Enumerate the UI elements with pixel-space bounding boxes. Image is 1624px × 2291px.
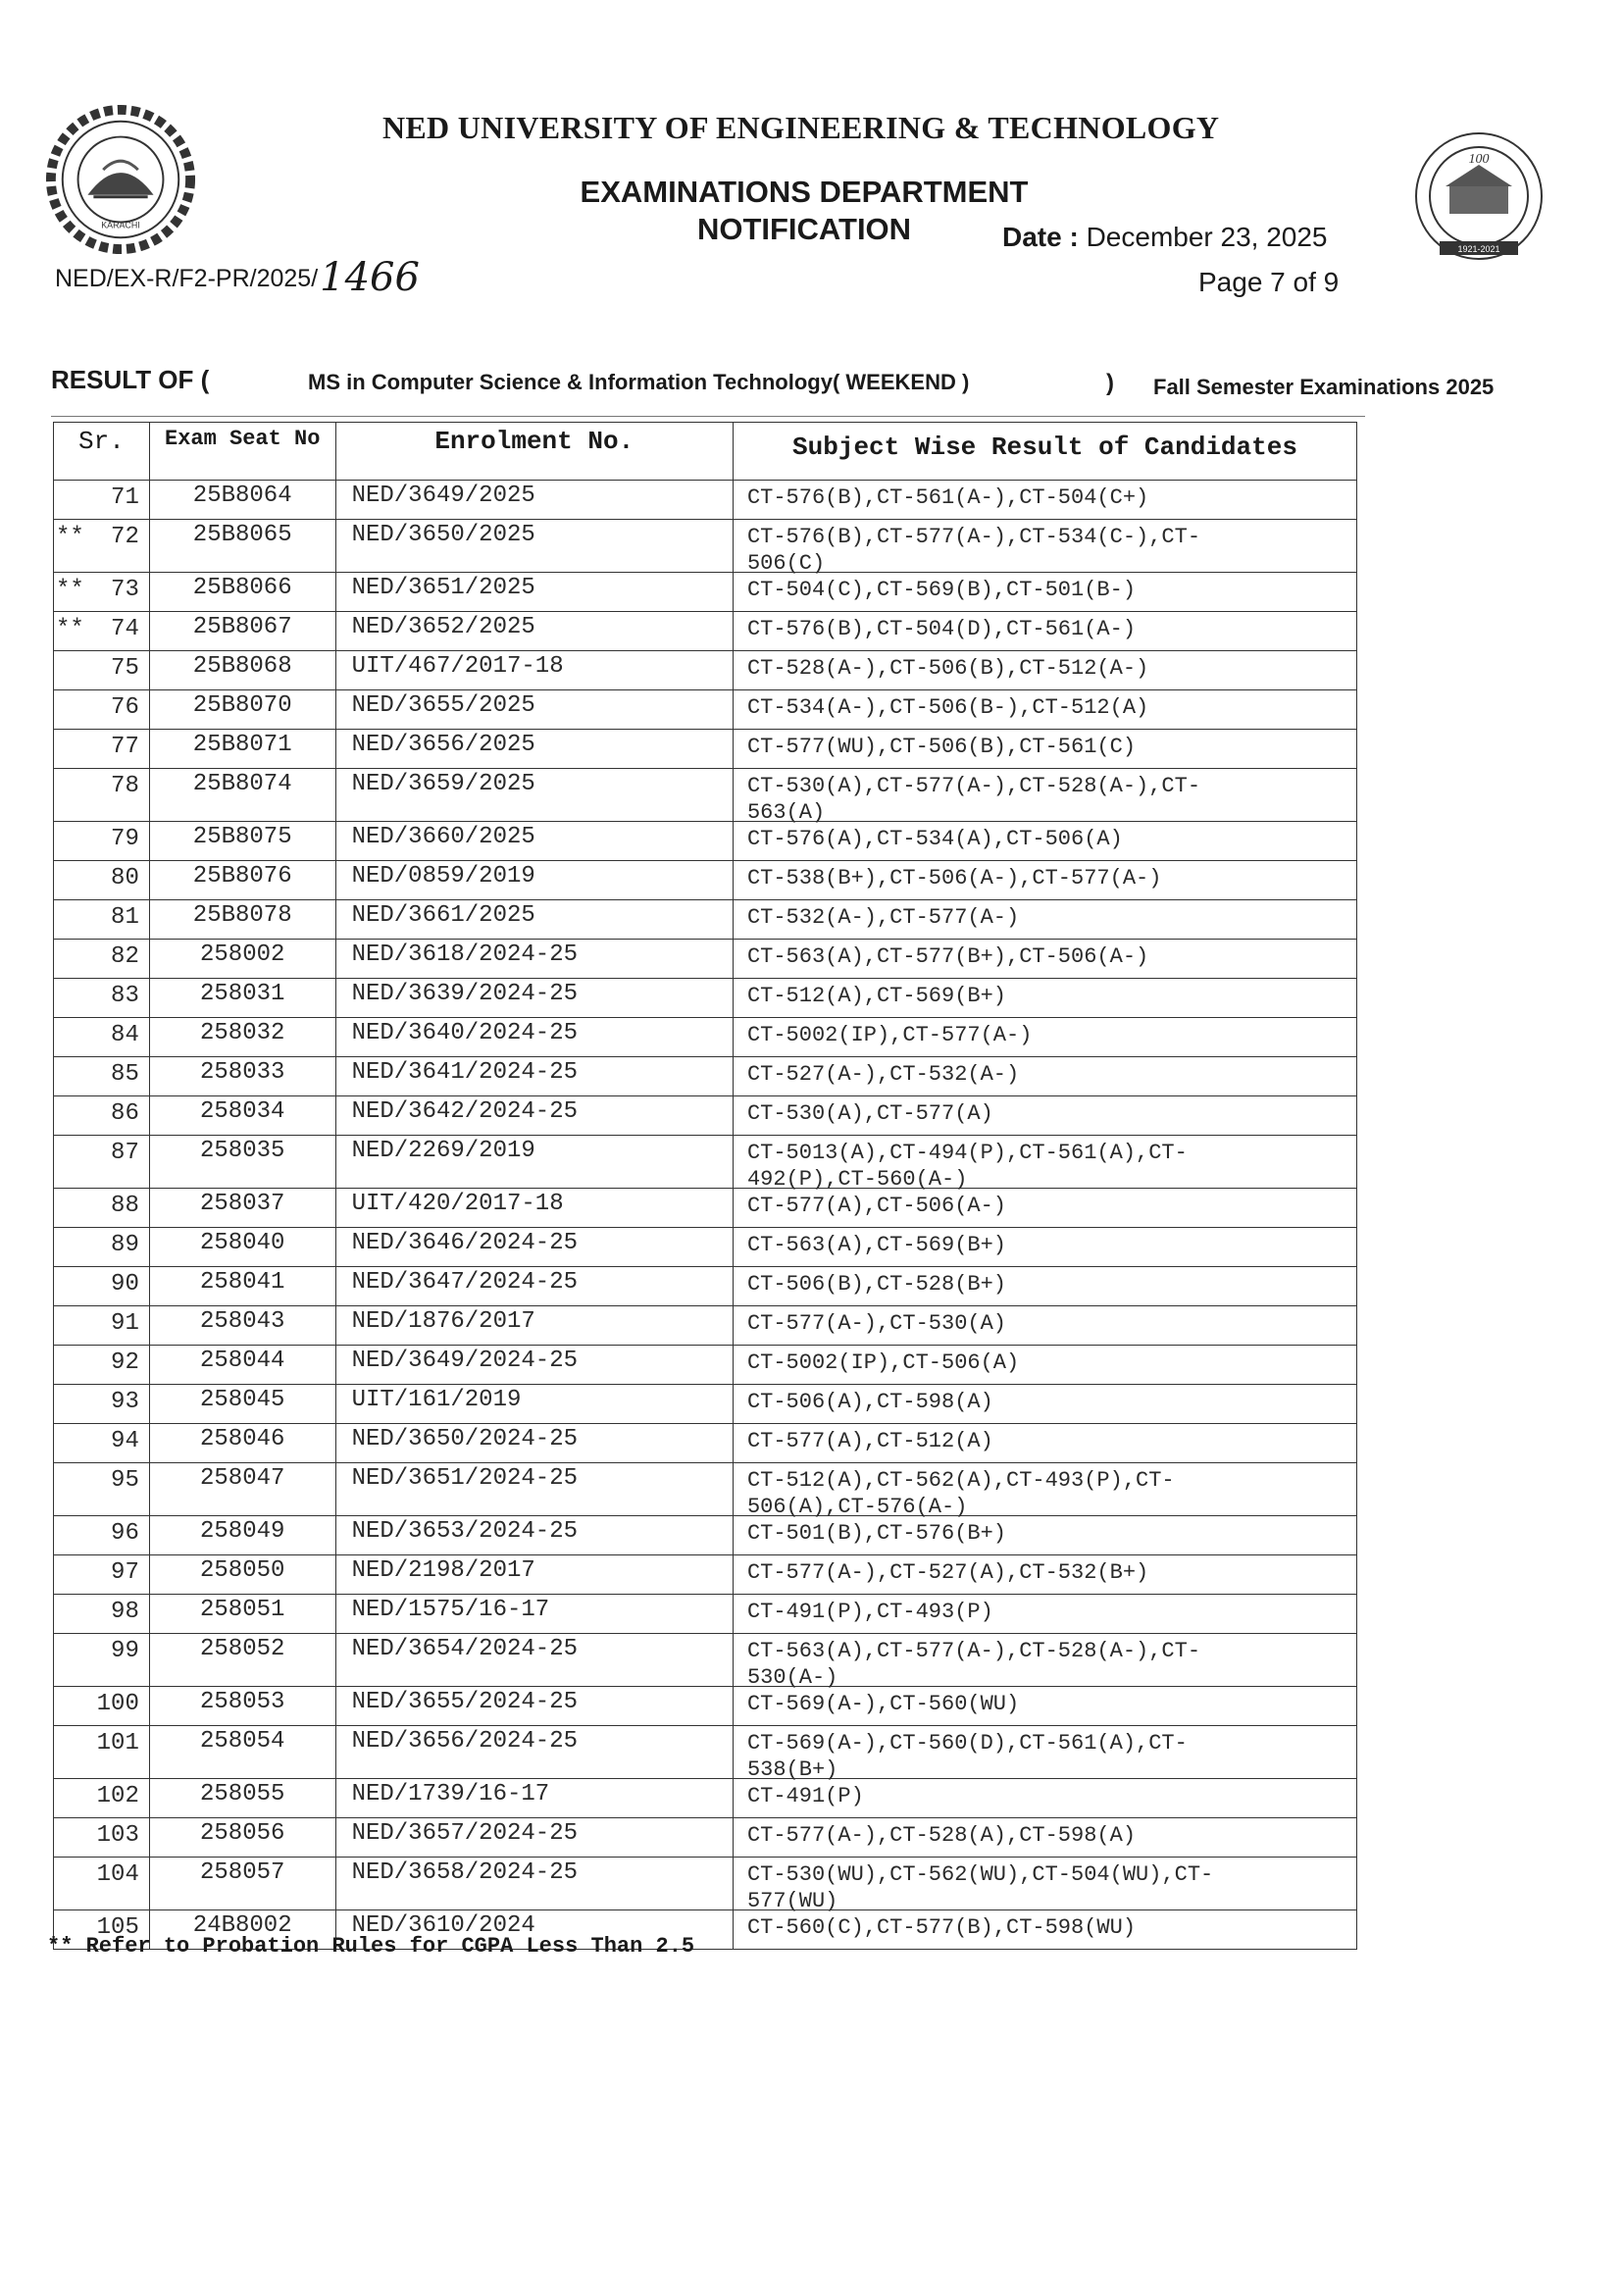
results-table [53,422,1357,1950]
cell-sr [54,1306,150,1345]
serial-number: 87 [111,1140,139,1166]
cell-subject-results: CT-563(A),CT-577(B+),CT-506(A-) [746,944,1149,969]
serial-number: 98 [111,1599,139,1625]
cell-exam-seat-no: 25B8076 [150,861,336,899]
table-row [53,1555,1357,1595]
cell-subject-results: CT-577(A-),CT-530(A) [746,1311,1006,1336]
cell-enrolment-no: NED/3651/2025 [336,573,734,611]
cell-enrolment-no: NED/3651/2024-25 [336,1463,734,1515]
svg-text:1921-2021: 1921-2021 [1457,244,1500,254]
cell-subject-results: CT-577(A),CT-506(A-) [746,1194,1006,1218]
table-row [53,769,1357,825]
serial-number: 95 [111,1467,139,1494]
cell-exam-seat-no: 258051 [150,1595,336,1633]
cell-sr [54,822,150,860]
serial-number: 103 [96,1822,139,1849]
reference-prefix: NED/EX-R/F2-PR/2025/ [55,265,319,292]
cell-subject-results: CT-576(A),CT-534(A),CT-506(A) [746,827,1123,851]
table-row [53,1136,1357,1192]
cell-enrolment-no: NED/3660/2025 [336,822,734,860]
cell-subject-results: CT-577(A-),CT-527(A),CT-532(B+) [746,1560,1149,1585]
cell-exam-seat-no: 258056 [150,1818,336,1857]
cell-subject-results: CT-569(A-),CT-560(WU) [746,1692,1020,1716]
svg-text:100: 100 [1468,152,1490,167]
table-row [53,822,1357,861]
date-label: Date : [1002,222,1079,252]
cell-subject-results: CT-5002(IP),CT-577(A-) [746,1023,1033,1047]
cell-enrolment-no: NED/3641/2024-25 [336,1057,734,1095]
serial-number: 78 [111,773,139,799]
cell-enrolment-no: NED/3649/2025 [336,481,734,519]
cell-exam-seat-no: 258037 [150,1189,336,1227]
serial-number: 79 [111,826,139,852]
serial-number: 84 [111,1022,139,1048]
table-row [53,861,1357,900]
table-row [53,1096,1357,1136]
table-row [53,1018,1357,1057]
cell-subject-results: CT-530(WU),CT-562(WU),CT-504(WU),CT- 577(WU) [746,1862,1214,1913]
cell-sr [54,1726,150,1778]
cell-subject-results: CT-577(A-),CT-528(A),CT-598(A) [746,1823,1137,1848]
cell-sr [54,1818,150,1857]
serial-number: 83 [111,983,139,1009]
cell-exam-seat-no: 25B8064 [150,481,336,519]
serial-number: 89 [111,1232,139,1258]
cell-exam-seat-no: 258044 [150,1346,336,1384]
page-number: Page 7 of 9 [1198,267,1340,297]
cell-enrolment-no: NED/3639/2024-25 [336,979,734,1017]
cell-subject-results: CT-576(B),CT-561(A-),CT-504(C+) [746,485,1149,510]
serial-number: 82 [111,943,139,970]
serial-number: 74 [111,616,139,642]
cell-exam-seat-no: 25B8078 [150,900,336,939]
cell-enrolment-no: NED/3618/2024-25 [336,940,734,978]
cell-sr [54,651,150,689]
cell-enrolment-no: NED/3653/2024-25 [336,1516,734,1554]
cell-subject-results: CT-5013(A),CT-494(P),CT-561(A),CT- 492(P),CT-560(A-) [746,1141,1188,1192]
cell-sr [54,1858,150,1909]
cell-sr [54,1424,150,1462]
serial-number: 75 [111,655,139,682]
cell-enrolment-no: NED/3655/2025 [336,690,734,729]
cell-enrolment-no: NED/3652/2025 [336,612,734,650]
probation-footnote: ** Refer to Probation Rules for CGPA Less Than 2.5 [47,1934,695,1959]
cell-exam-seat-no: 25B8065 [150,520,336,572]
cell-subject-results: CT-506(B),CT-528(B+) [746,1272,1006,1297]
cell-sr [54,612,150,650]
cell-sr [54,900,150,939]
cell-enrolment-no: NED/3642/2024-25 [336,1096,734,1135]
serial-number: 80 [111,865,139,891]
cell-subject-results: CT-527(A-),CT-532(A-) [746,1062,1020,1087]
table-row [53,1726,1357,1782]
cell-exam-seat-no: 24B8002 [150,1910,336,1949]
cell-enrolment-no: NED/3655/2024-25 [336,1687,734,1725]
cell-subject-results: CT-577(A),CT-512(A) [746,1429,993,1453]
cell-enrolment-no: UIT/161/2019 [336,1385,734,1423]
table-row [53,612,1357,651]
table-row [53,1306,1357,1346]
cell-enrolment-no: UIT/420/2017-18 [336,1189,734,1227]
table-row [53,1516,1357,1555]
serial-number: 105 [96,1914,139,1941]
table-row [53,1267,1357,1306]
table-row [53,1634,1357,1690]
cell-subject-results: CT-576(B),CT-504(D),CT-561(A-) [746,617,1137,641]
cell-exam-seat-no: 258049 [150,1516,336,1554]
table-row [53,1385,1357,1424]
cell-sr [54,1634,150,1686]
probation-mark: ** [56,616,84,642]
cell-enrolment-no: NED/3650/2025 [336,520,734,572]
cell-subject-results: CT-560(C),CT-577(B),CT-598(WU) [746,1915,1137,1940]
cell-subject-results: CT-563(A),CT-577(A-),CT-528(A-),CT- 530(A-) [746,1639,1201,1690]
cell-exam-seat-no: 258041 [150,1267,336,1305]
semester-name: Fall Semester Examinations 2025 [1153,375,1495,399]
cell-subject-results: CT-577(WU),CT-506(B),CT-561(C) [746,735,1137,759]
table-row [53,1057,1357,1096]
table-row [53,481,1357,520]
cell-enrolment-no: NED/3656/2025 [336,730,734,768]
table-row [53,979,1357,1018]
cell-sr [54,1018,150,1056]
table-row [53,1189,1357,1228]
serial-number: 81 [111,904,139,931]
cell-sr [54,769,150,821]
cell-enrolment-no: NED/3656/2024-25 [336,1726,734,1778]
header-enrolment-no: Enrolment No. [336,423,734,480]
table-row [53,1346,1357,1385]
svg-text:KARACHI: KARACHI [101,220,140,230]
cell-sr [54,979,150,1017]
probation-mark: ** [56,524,84,550]
serial-number: 100 [96,1691,139,1717]
cell-exam-seat-no: 258035 [150,1136,336,1188]
table-row [53,940,1357,979]
cell-exam-seat-no: 258046 [150,1424,336,1462]
cell-sr [54,690,150,729]
cell-subject-results: CT-506(A),CT-598(A) [746,1390,993,1414]
cell-subject-results: CT-538(B+),CT-506(A-),CT-577(A-) [746,866,1162,891]
date-value: December 23, 2025 [1086,222,1328,252]
header-exam-seat-no: Exam Seat No [150,423,336,480]
cell-subject-results: CT-504(C),CT-569(B),CT-501(B-) [746,578,1137,602]
table-row [53,900,1357,940]
cell-sr [54,1687,150,1725]
cell-enrolment-no: NED/0859/2019 [336,861,734,899]
cell-subject-results: CT-501(B),CT-576(B+) [746,1521,1006,1546]
probation-mark: ** [56,577,84,603]
cell-subject-results: CT-563(A),CT-569(B+) [746,1233,1006,1257]
cell-exam-seat-no: 258040 [150,1228,336,1266]
serial-number: 91 [111,1310,139,1337]
cell-exam-seat-no: 258045 [150,1385,336,1423]
cell-subject-results: CT-576(B),CT-577(A-),CT-534(C-),CT- 506(C) [746,525,1201,576]
cell-exam-seat-no: 25B8067 [150,612,336,650]
cell-enrolment-no: NED/3640/2024-25 [336,1018,734,1056]
serial-number: 97 [111,1559,139,1586]
cell-sr [54,940,150,978]
serial-number: 104 [96,1861,139,1888]
cell-sr [54,730,150,768]
serial-number: 94 [111,1428,139,1454]
cell-exam-seat-no: 258034 [150,1096,336,1135]
serial-number: 102 [96,1783,139,1809]
cell-exam-seat-no: 258043 [150,1306,336,1345]
cell-exam-seat-no: 258032 [150,1018,336,1056]
reference-number [55,255,420,300]
cell-sr [54,1228,150,1266]
cell-subject-results: CT-528(A-),CT-506(B),CT-512(A-) [746,656,1149,681]
serial-number: 92 [111,1349,139,1376]
cell-subject-results: CT-569(A-),CT-560(D),CT-561(A),CT- 538(B+) [746,1731,1188,1782]
cell-enrolment-no: NED/3610/2024 [336,1910,734,1949]
cell-sr [54,1463,150,1515]
cell-enrolment-no: NED/3647/2024-25 [336,1267,734,1305]
cell-exam-seat-no: 25B8068 [150,651,336,689]
cell-enrolment-no: NED/3658/2024-25 [336,1858,734,1909]
cell-exam-seat-no: 258047 [150,1463,336,1515]
cell-enrolment-no: NED/1876/2017 [336,1306,734,1345]
cell-subject-results: CT-530(A),CT-577(A-),CT-528(A-),CT- 563(A) [746,774,1201,825]
table-row [53,690,1357,730]
table-row [53,1228,1357,1267]
table-row [53,520,1357,576]
cell-sr [54,1057,150,1095]
cell-sr [54,1555,150,1594]
cell-sr [54,861,150,899]
cell-enrolment-no: NED/2269/2019 [336,1136,734,1188]
centenary-seal-logo [1400,126,1557,273]
cell-exam-seat-no: 258033 [150,1057,336,1095]
serial-number: 73 [111,577,139,603]
cell-subject-results: CT-491(P) [746,1784,864,1808]
department-name: EXAMINATIONS DEPARTMENT [580,175,1029,209]
cell-exam-seat-no: 25B8074 [150,769,336,821]
cell-sr [54,1267,150,1305]
header-sr: Sr. [54,423,150,480]
cell-enrolment-no: NED/3646/2024-25 [336,1228,734,1266]
header-divider [51,416,1365,417]
program-name: MS in Computer Science & Information Technology( WEEKEND ) [308,370,970,394]
serial-number: 99 [111,1638,139,1664]
cell-subject-results: CT-5002(IP),CT-506(A) [746,1350,1020,1375]
cell-enrolment-no: NED/3661/2025 [336,900,734,939]
table-row [53,730,1357,769]
table-row [53,1818,1357,1858]
table-row [53,573,1357,612]
serial-number: 71 [111,484,139,511]
university-crest-logo [43,102,198,257]
serial-number: 77 [111,734,139,760]
cell-enrolment-no: NED/1739/16-17 [336,1779,734,1817]
reference-handwritten-number: 1466 [320,255,420,300]
cell-sr [54,520,150,572]
cell-sr [54,1595,150,1633]
date-line [1002,222,1328,253]
table-row [53,1595,1357,1634]
table-body [53,481,1357,1950]
cell-exam-seat-no: 258031 [150,979,336,1017]
cell-exam-seat-no: 25B8071 [150,730,336,768]
cell-sr [54,573,150,611]
cell-exam-seat-no: 258053 [150,1687,336,1725]
header-subject-results: Subject Wise Result of Candidates [792,433,1297,462]
table-row [53,1779,1357,1818]
result-of-label: RESULT OF ( [51,365,210,394]
serial-number: 86 [111,1100,139,1127]
cell-enrolment-no: NED/2198/2017 [336,1555,734,1594]
table-row [53,1463,1357,1519]
cell-sr [54,1385,150,1423]
cell-subject-results: CT-491(P),CT-493(P) [746,1600,993,1624]
cell-exam-seat-no: 25B8075 [150,822,336,860]
cell-enrolment-no: NED/1575/16-17 [336,1595,734,1633]
serial-number: 85 [111,1061,139,1088]
cell-subject-results: CT-534(A-),CT-506(B-),CT-512(A) [746,695,1149,720]
table-row [53,651,1357,690]
cell-subject-results: CT-530(A),CT-577(A) [746,1101,993,1126]
cell-subject-results: CT-512(A),CT-562(A),CT-493(P),CT- 506(A),CT-576(A-) [746,1468,1175,1519]
result-of-close: ) [1106,370,1114,396]
cell-sr [54,1189,150,1227]
cell-enrolment-no: NED/3659/2025 [336,769,734,821]
serial-number: 93 [111,1389,139,1415]
cell-sr [54,1779,150,1817]
table-row [53,1424,1357,1463]
notification-title: NOTIFICATION [696,212,912,246]
cell-enrolment-no: UIT/467/2017-18 [336,651,734,689]
cell-exam-seat-no: 258055 [150,1779,336,1817]
table-row [53,1687,1357,1726]
serial-number: 96 [111,1520,139,1547]
cell-sr [54,481,150,519]
cell-exam-seat-no: 258052 [150,1634,336,1686]
cell-enrolment-no: NED/3654/2024-25 [336,1634,734,1686]
cell-enrolment-no: NED/3657/2024-25 [336,1818,734,1857]
table-header-row [53,422,1357,481]
serial-number: 88 [111,1193,139,1219]
table-row [53,1858,1357,1913]
cell-exam-seat-no: 258057 [150,1858,336,1909]
cell-enrolment-no: NED/3650/2024-25 [336,1424,734,1462]
serial-number: 76 [111,694,139,721]
cell-enrolment-no: NED/3649/2024-25 [336,1346,734,1384]
serial-number: 72 [111,524,139,550]
university-name: NED UNIVERSITY OF ENGINEERING & TECHNOLOGY [382,110,1220,145]
cell-sr [54,1096,150,1135]
cell-exam-seat-no: 25B8070 [150,690,336,729]
cell-sr [54,1346,150,1384]
cell-exam-seat-no: 258002 [150,940,336,978]
cell-exam-seat-no: 258050 [150,1555,336,1594]
serial-number: 101 [96,1730,139,1756]
cell-exam-seat-no: 25B8066 [150,573,336,611]
cell-sr [54,1516,150,1554]
cell-exam-seat-no: 258054 [150,1726,336,1778]
cell-subject-results: CT-532(A-),CT-577(A-) [746,905,1020,930]
cell-subject-results: CT-512(A),CT-569(B+) [746,984,1006,1008]
serial-number: 90 [111,1271,139,1298]
cell-sr [54,1136,150,1188]
